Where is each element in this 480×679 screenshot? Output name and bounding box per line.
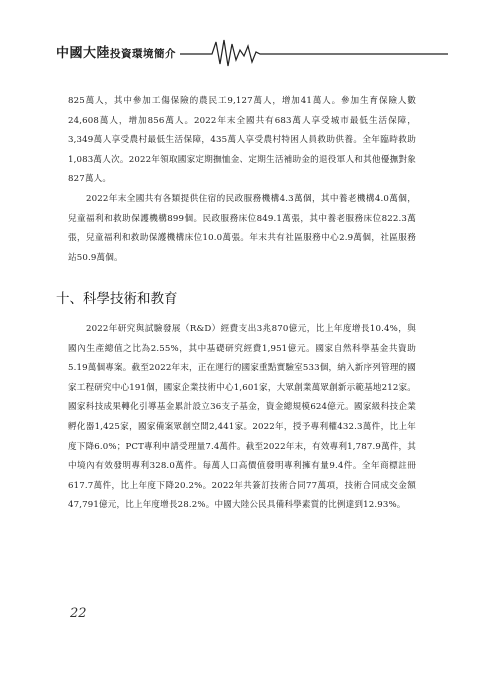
section-heading: 十、科學技術和教育 [56,291,178,307]
page-number: 22 [70,606,87,621]
paragraph-text: 2022年末全國共有各類提供住宿的民政服務機構4.3萬個，其中養老機構4.0萬個，兒童福利和救助保護機構899個。民政服務床位849.1萬張，其中養老服務床位822.3萬張，兒童福利和救助保護機構床位10.0萬張。年末共有社區服務中心2.9萬個，社區服務站50.9萬個。 [68,194,416,263]
header-title-sub: 投資環境簡介 [110,48,177,60]
paragraph-text: 825萬人，其中參加工傷保險的農民工9,127萬人，增加41萬人。參加生育保險人數24,608萬人，增加856萬人。2022年末全國共有683萬人享受城市最低生活保障，3,349萬人享受農村最低生活保障，435萬人享受農村特困人員救助供養。全年臨時救助1,083萬人次。2022年領取國家定期撫恤金、定期生活補助金的退役軍人和其他優撫對象827萬人。 [68,96,416,185]
header-title-main: 中國大陸 [56,46,111,61]
header-title [56,42,176,61]
paragraph-civil-services [68,190,416,268]
heartbeat-line-decoration [180,36,448,68]
paragraph-text: 2022年研究與試驗發展（R&D）經費支出3兆870億元，比上年度增長10.4%，與國內生產總值之比為2.55%，其中基礎研究經費1,951億元。國家自然科學基金共資助5.19萬個專案。截至2022年末，正在運行的國家重點實驗室533個，納入新序列管理的國家工程研究中心191個，國家企業技術中心1,601家，大眾創業萬眾創新示範基地212家。國家科技成果轉化引導基金累計設立36支子基金，資金總規模624億元。國家級科技企業孵化器1,425家，國家備案眾創空間2,441家。2022年，授予專利權432.3萬件，比上年度下降6.0%；PCT專利申請受理量7.4萬件。截至2022年末，有效專利1,787.9萬件，其中境內有效發明專利328.0萬件。每萬人口高價值發明專利擁有量9.4件。全年商標註冊617.7萬件，比上年度下降20.2%。2022年共簽訂技術合同77萬項，技術合同成交金額47,791億元，比上年度增長28.2%。中國大陸公民具備科學素質的比例達到12.93%。 [68,324,416,511]
paragraph-social-security [68,92,416,190]
running-header [56,36,448,68]
paragraph-science-technology [68,320,416,516]
